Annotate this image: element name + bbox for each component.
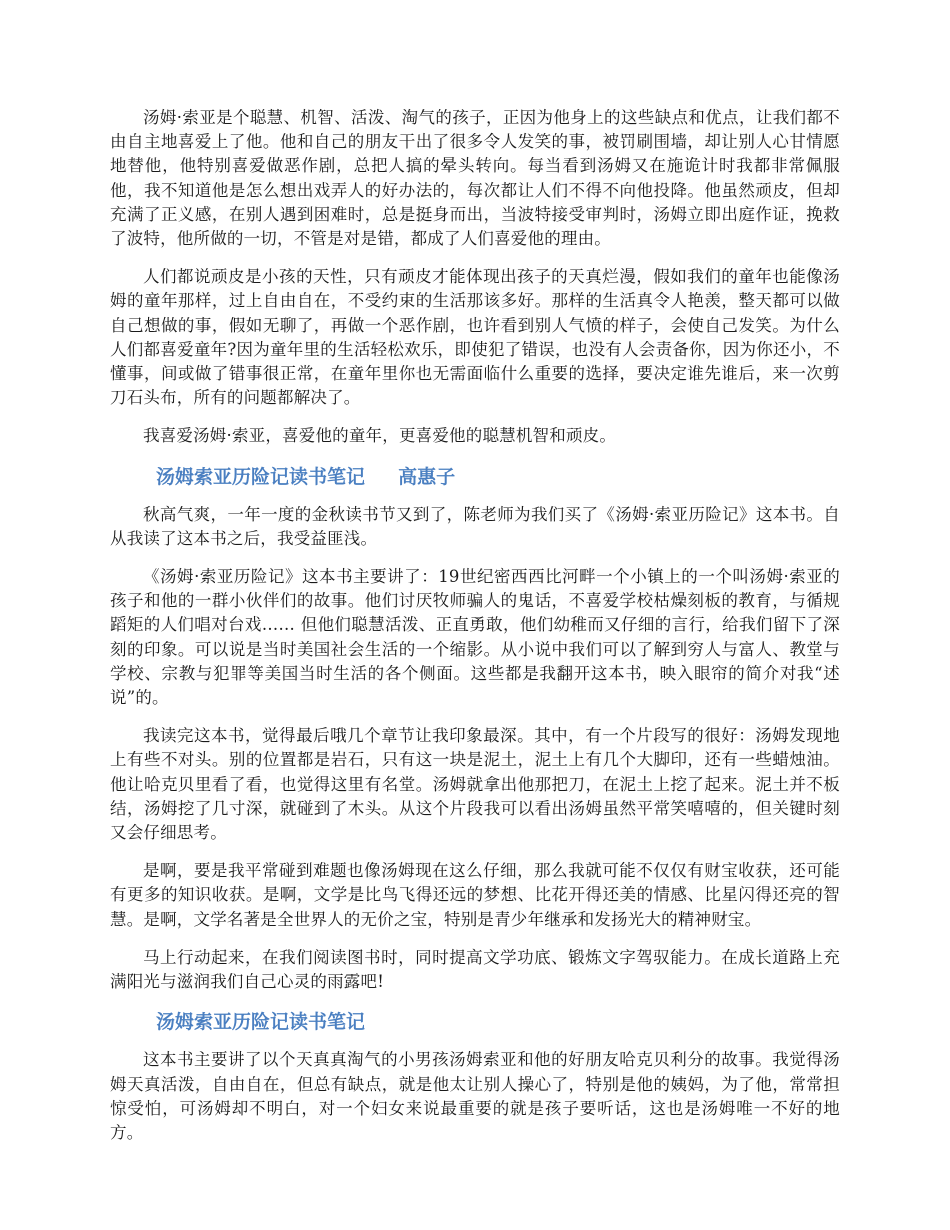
paragraph: 《汤姆·索亚历险记》这本书主要讲了：19世纪密西西比河畔一个小镇上的一个叫汤姆·索亚的孩子和他的一群小伙伴们的故事。他们讨厌牧师骗人的鬼话，不喜爱学校枯燥刻板的教育，与循规蹈矩的人们唱对台戏…… 但他们聪慧活泼、正直勇敢，他们幼稚而又仔细的言行，给我们留下了深刻的印象。可以说是当时美国社会生活的一个缩影。从小说中我们可以了解到穷人与富人、教堂与学校、宗教与犯罪等美国当时生活的各个侧面。这些都是我翻开这本书，映入眼帘的简介对我“述说”的。	[110, 567, 840, 708]
paragraph: 是啊，要是我平常碰到难题也像汤姆现在这么仔细，那么我就可能不仅仅有财宝收获，还可能有更多的知识收获。是啊，文学是比鸟飞得还远的梦想、比花开得还美的情感、比星闪得还亮的智慧。是啊，文学名著是全世界人的无价之宝，特别是青少年继承和发扬光大的精神财宝。	[110, 861, 840, 929]
document-page	[110, 106, 840, 1159]
paragraph: 我喜爱汤姆·索亚，喜爱他的童年，更喜爱他的聪慧机智和顽皮。	[143, 426, 617, 446]
section-heading: 汤姆索亚历险记读书笔记 高惠子	[156, 465, 456, 488]
paragraph: 汤姆·索亚是个聪慧、机智、活泼、淘气的孩子，正因为他身上的这些缺点和优点，让我们都不由自主地喜爱上了他。他和自己的朋友干出了很多令人发笑的事，被罚刷围墙，却让别人心甘情愿地替他，他特别喜爱做恶作剧，总把人搞的晕头转向。每当看到汤姆又在施诡计时我都非常佩服他，我不知道他是怎么想出戏弄人的好办法的，每次都让人们不得不向他投降。他虽然顽皮，但却充满了正义感，在别人遇到困难时，总是挺身而出，当波特接受审判时，汤姆立即出庭作证，挽救了波特，他所做的一切，不管是对是错，都成了人们喜爱他的理由。	[110, 108, 840, 249]
paragraph: 人们都说顽皮是小孩的天性，只有顽皮才能体现出孩子的天真烂漫，假如我们的童年也能像汤姆的童年那样，过上自由自在，不受约束的生活那该多好。那样的生活真令人艳羡，整天都可以做自己想做的事，假如无聊了，再做一个恶作剧，也许看到别人气愤的样子，会使自己发笑。为什么人们都喜爱童年?因为童年里的生活轻松欢乐，即使犯了错误，也没有人会责备你，因为你还小，不懂事，间或做了错事很正常，在童年里你也无需面临什么重要的选择，要决定谁先谁后，来一次剪刀石头布，所有的问题都解决了。	[110, 267, 840, 408]
paragraph: 秋高气爽，一年一度的金秋读书节又到了，陈老师为我们买了《汤姆·索亚历险记》这本书。自从我读了这本书之后，我受益匪浅。	[110, 504, 840, 548]
paragraph: 马上行动起来，在我们阅读图书时，同时提高文学功底、锻炼文字驾驭能力。在成长道路上充满阳光与滋润我们自己心灵的雨露吧!	[110, 947, 840, 992]
section-heading: 汤姆索亚历险记读书笔记	[156, 1011, 366, 1034]
paragraph: 这本书主要讲了以个天真真淘气的小男孩汤姆索亚和他的好朋友哈克贝利分的故事。我觉得汤姆天真活泼，自由自在，但总有缺点，就是他太让别人操心了，特别是他的姨妈，为了他，常常担惊受怕，可汤姆却不明白，对一个妇女来说最重要的就是孩子要听话，这也是汤姆唯一不好的地方。	[110, 1050, 840, 1142]
paragraph: 我读完这本书，觉得最后哦几个章节让我印象最深。其中，有一个片段写的很好：汤姆发现地上有些不对头。别的位置都是岩石，只有这一块是泥土，泥土上有几个大脚印，还有一些蜡烛油。他让哈克贝里看了看，也觉得这里有名堂。汤姆就拿出他那把刀，在泥土上挖了起来。泥土并不板结，汤姆挖了几寸深，就碰到了木头。从这个片段我可以看出汤姆虽然平常笑嘻嘻的，但关键时刻又会仔细思考。	[110, 726, 840, 843]
